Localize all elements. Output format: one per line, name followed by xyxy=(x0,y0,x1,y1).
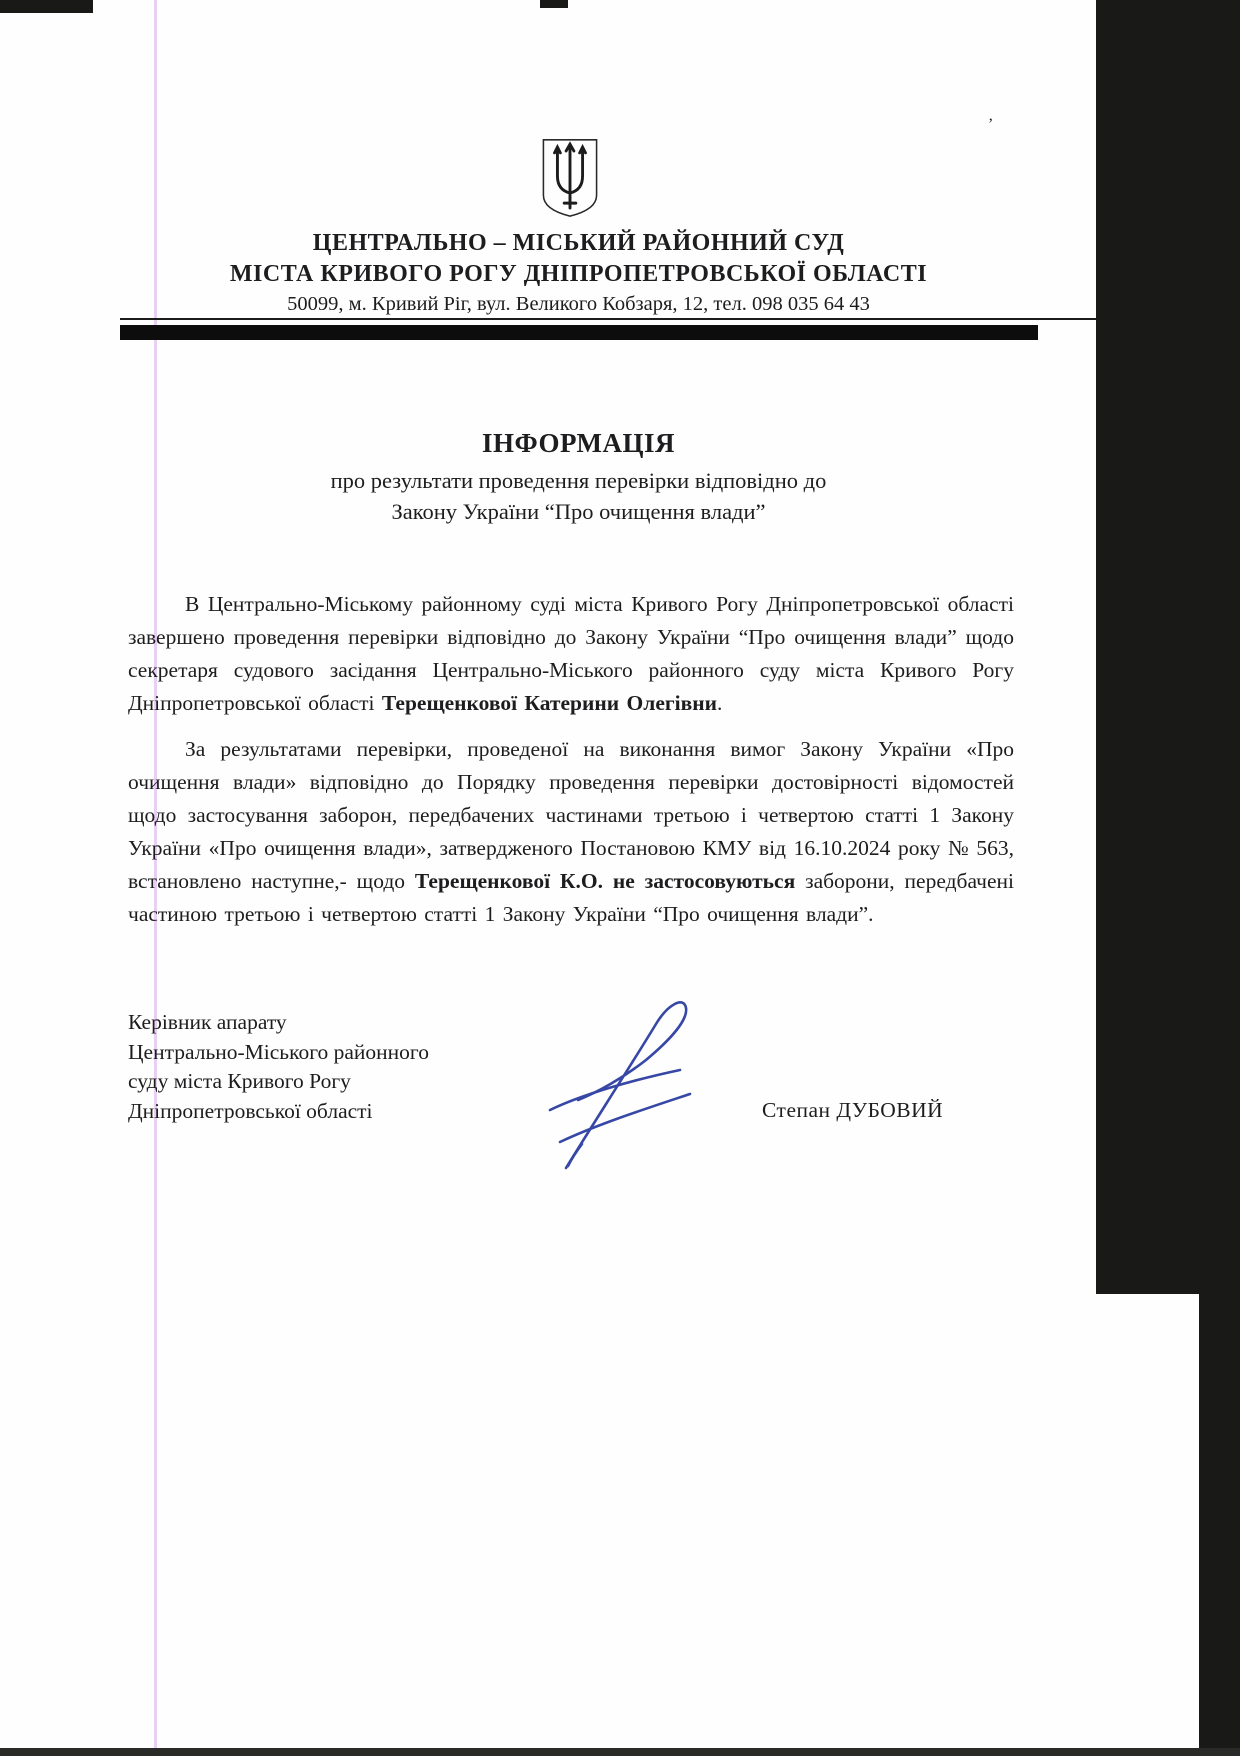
scan-artifact-bottom-edge xyxy=(0,1748,1240,1756)
document-subtitle-line2: Закону України “Про очищення влади” xyxy=(391,499,766,524)
scan-artifact-top-center xyxy=(540,0,568,8)
scan-artifact-top-left xyxy=(0,0,93,13)
paragraph-text: заборони, передбачені частиною третьою і четвертою статті 1 Закону України “Про очищення влади”. xyxy=(128,869,1014,926)
court-address: 50099, м. Кривий Ріг, вул. Великого Кобзаря, 12, тел. 098 035 64 43 xyxy=(287,293,870,315)
signature-position-line: суду міста Кривого Рогу xyxy=(128,1069,351,1093)
signer-name: Степан ДУБОВИЙ xyxy=(762,1098,944,1122)
signature-position-line: Керівник апарату xyxy=(128,1010,287,1034)
court-name-line2: МІСТА КРИВОГО РОГУ ДНІПРОПЕТРОВСЬКОЇ ОБЛАСТІ xyxy=(229,261,928,287)
ukraine-trident-emblem-icon xyxy=(541,137,599,219)
handwritten-signature xyxy=(538,982,708,1172)
paragraph-text: За результатами перевірки, проведеної на виконання вимог Закону України «Про очищення влади» відповідно до Порядку проведення перевірки достовірності відомостей щодо застосування заборон, передбачених частинами третьою і четвертою статті 1 Закону України «Про очищення влади», затвердженого Постановою КМУ від 16.10.2024 року № 563, встановлено наступне,- щодо xyxy=(128,737,1014,893)
paragraph-bold-name: Терещенкової Катерини Олегівни xyxy=(381,691,717,715)
scan-speck: ’ xyxy=(988,116,994,133)
body-paragraph-1 xyxy=(128,588,1014,720)
body-paragraph-2 xyxy=(128,733,1014,931)
court-name-line1: ЦЕНТРАЛЬНО – МІСЬКИЙ РАЙОННИЙ СУД xyxy=(312,230,845,256)
scan-artifact-right-large xyxy=(1096,0,1240,1294)
header-divider-thick xyxy=(120,325,1038,340)
signature-position-line: Центрально-Міського районного xyxy=(128,1039,429,1064)
paragraph-text: В Центрально-Міському районному суді міста Кривого Рогу Дніпропетровської області завершено проведення перевірки відповідно до Закону України “Про очищення влади” щодо секретаря судового засідання Центрально-Міського районного суду міста Кривого Рогу Дніпропетровської області xyxy=(128,592,1014,715)
paragraph-bold-name: Терещенкової К.О. не застосовуються xyxy=(414,869,796,893)
document-subtitle-line1: про результати проведення перевірки відповідно до xyxy=(330,468,827,493)
signature-position-block xyxy=(128,1008,429,1126)
document-title: ІНФОРМАЦІЯ xyxy=(482,428,675,458)
header-divider-thin xyxy=(120,318,1108,320)
paragraph-text: . xyxy=(716,691,723,715)
signature-position-line: Дніпропетровської області xyxy=(128,1098,373,1123)
scan-artifact-right-strip xyxy=(1199,1294,1240,1756)
